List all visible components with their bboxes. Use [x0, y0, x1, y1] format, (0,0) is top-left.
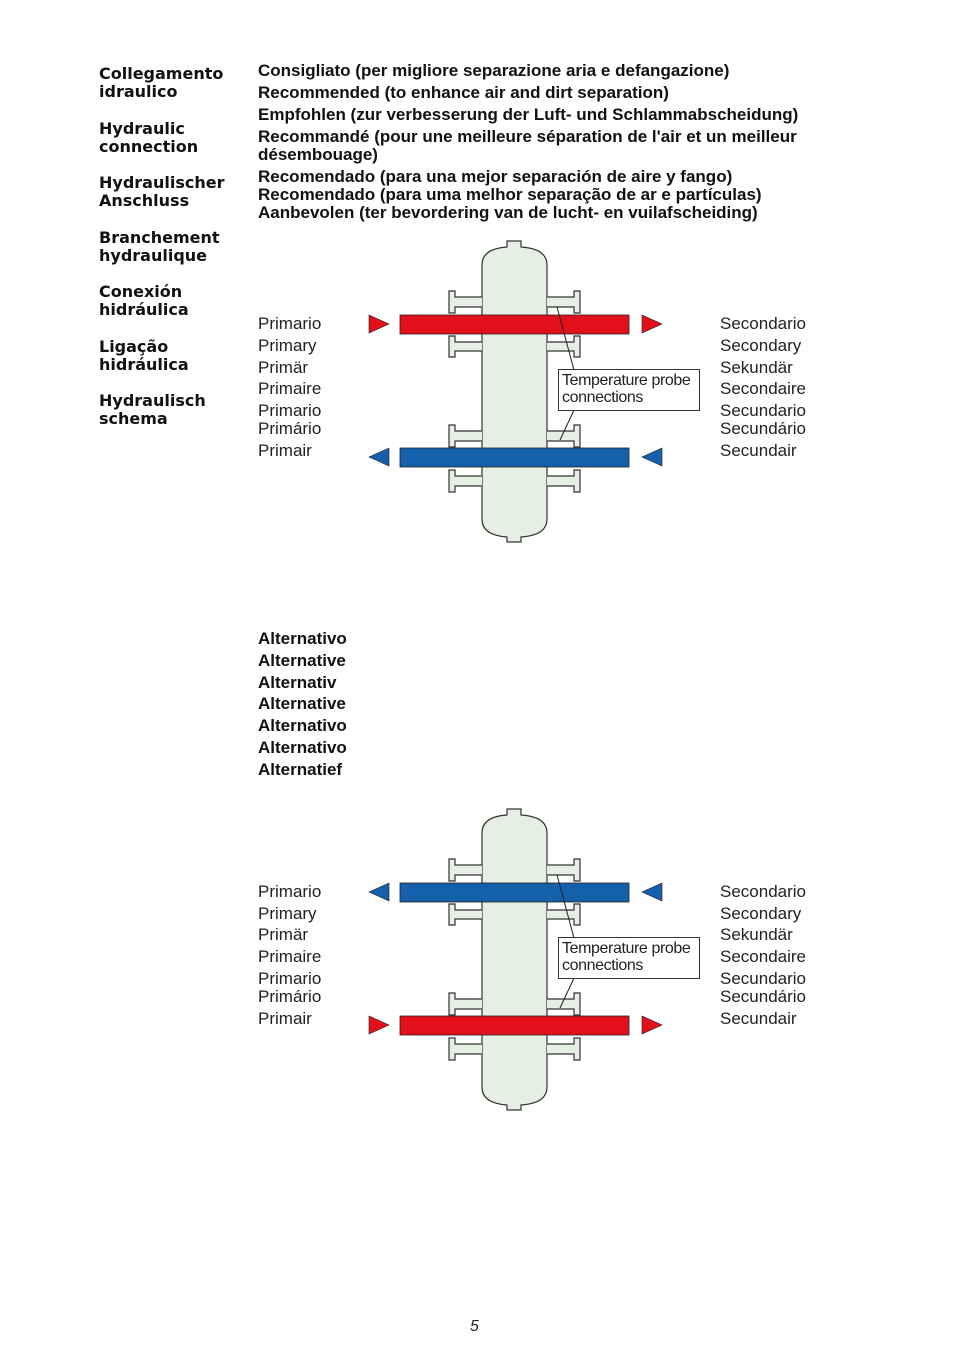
nozzle-flange [547, 291, 580, 313]
secondary-label: Secundair [720, 441, 797, 460]
alternative-line: Alternative [258, 651, 346, 670]
heading-line: Branchement [99, 228, 220, 247]
heading-line: Hydraulic [99, 119, 185, 138]
primary-label: Primaire [258, 379, 322, 398]
heading-line: Hydraulischer [99, 173, 225, 192]
secondary-label: Sekundär [720, 358, 793, 377]
nozzle-flange [449, 425, 482, 447]
nozzle-flange [547, 1038, 580, 1060]
secondary-label: Secondaire [720, 947, 807, 966]
nozzle-flange [547, 904, 580, 925]
primary-label: Primario [258, 882, 322, 901]
heading-line: hidráulica [99, 355, 189, 374]
flow-arrow [642, 315, 662, 333]
primary-label: Primary [258, 904, 317, 923]
flow-arrow [642, 1016, 662, 1034]
flow-arrow [369, 1016, 389, 1034]
heading-line: idraulico [99, 82, 178, 101]
recommended-line: Empfohlen (zur verbesserung der Luft- und Schlammabscheidung) [258, 105, 799, 124]
primary-label: Primär [258, 358, 309, 377]
primary-label: Primário [258, 987, 322, 1006]
heading-line: connection [99, 137, 199, 156]
primary-label: Primary [258, 336, 317, 355]
heading-line: Anschluss [99, 191, 190, 210]
recommended-line: Recommandé (pour une meilleure séparation de l'air et un meilleur [258, 127, 797, 146]
secondary-label: Secundário [720, 987, 807, 1006]
recommended-line: Recomendado (para uma melhor separação de ar e partículas) [258, 185, 762, 204]
heading-line: hydraulique [99, 246, 208, 265]
nozzle-flange [547, 425, 580, 447]
probe-label-line: Temperature probe [562, 940, 691, 957]
secondary-label: Secondario [720, 882, 807, 901]
primary-label: Primario [258, 969, 322, 988]
alternative-line: Alternatief [258, 760, 343, 779]
hot-pipe [400, 315, 629, 334]
hot-pipe [400, 1016, 629, 1035]
primary-label: Primario [258, 401, 322, 420]
heading-line: Ligação [99, 337, 169, 356]
nozzle-flange [449, 904, 482, 925]
primary-label: Primaire [258, 947, 322, 966]
secondary-label: Secondario [720, 314, 807, 333]
alternative-line: Alternative [258, 694, 346, 713]
alternative-line: Alternativo [258, 629, 347, 648]
nozzle-flange [449, 470, 482, 492]
flow-arrow [369, 315, 389, 333]
page-number: 5 [470, 1318, 479, 1335]
probe-label-line: connections [562, 389, 643, 406]
alternative-line: Alternativo [258, 738, 347, 757]
recommended-line: Consigliato (per migliore separazione aria e defangazione) [258, 61, 730, 80]
nozzle-flange [547, 993, 580, 1015]
recommended-line: désembouage) [258, 145, 378, 164]
heading-line: Conexión [99, 282, 183, 301]
nozzle-flange [449, 993, 482, 1015]
primary-label: Primair [258, 441, 312, 460]
primary-label: Primär [258, 925, 309, 944]
primary-label: Primário [258, 419, 322, 438]
heading-line: Hydraulisch [99, 391, 206, 410]
secondary-label: Secundario [720, 969, 807, 988]
probe-label-line: connections [562, 957, 643, 974]
nozzle-flange [547, 336, 580, 357]
recommended-line: Aanbevolen (ter bevordering van de lucht- en vuilafscheiding) [258, 203, 758, 222]
recommended-line: Recomendado (para una mejor separación de aire y fango) [258, 167, 733, 186]
nozzle-flange [547, 470, 580, 492]
nozzle-flange [449, 1038, 482, 1060]
secondary-label: Secondary [720, 904, 802, 923]
flow-arrow [642, 448, 662, 466]
temperature-probe-callout [558, 369, 700, 411]
heading-line: schema [99, 409, 168, 428]
heading-line: Collegamento [99, 64, 224, 83]
nozzle-flange [449, 859, 482, 881]
recommended-line: Recommended (to enhance air and dirt separation) [258, 83, 669, 102]
temperature-probe-callout [558, 937, 700, 979]
alternative-line: Alternativo [258, 716, 347, 735]
separator-body [482, 241, 547, 542]
secondary-label: Secondaire [720, 379, 807, 398]
secondary-label: Secondary [720, 336, 802, 355]
nozzle-flange [547, 859, 580, 881]
flow-arrow [642, 883, 662, 901]
cold-pipe [400, 448, 629, 467]
nozzle-flange [449, 336, 482, 357]
secondary-label: Secundario [720, 401, 807, 420]
probe-label-line: Temperature probe [562, 372, 691, 389]
cold-pipe [400, 883, 629, 902]
heading-line: hidráulica [99, 300, 189, 319]
primary-label: Primario [258, 314, 322, 333]
flow-arrow [369, 883, 389, 901]
primary-label: Primair [258, 1009, 312, 1028]
secondary-label: Secundário [720, 419, 807, 438]
alternative-line: Alternativ [258, 673, 337, 692]
secondary-label: Secundair [720, 1009, 797, 1028]
separator-body [482, 809, 547, 1110]
secondary-label: Sekundär [720, 925, 793, 944]
nozzle-flange [449, 291, 482, 313]
flow-arrow [369, 448, 389, 466]
